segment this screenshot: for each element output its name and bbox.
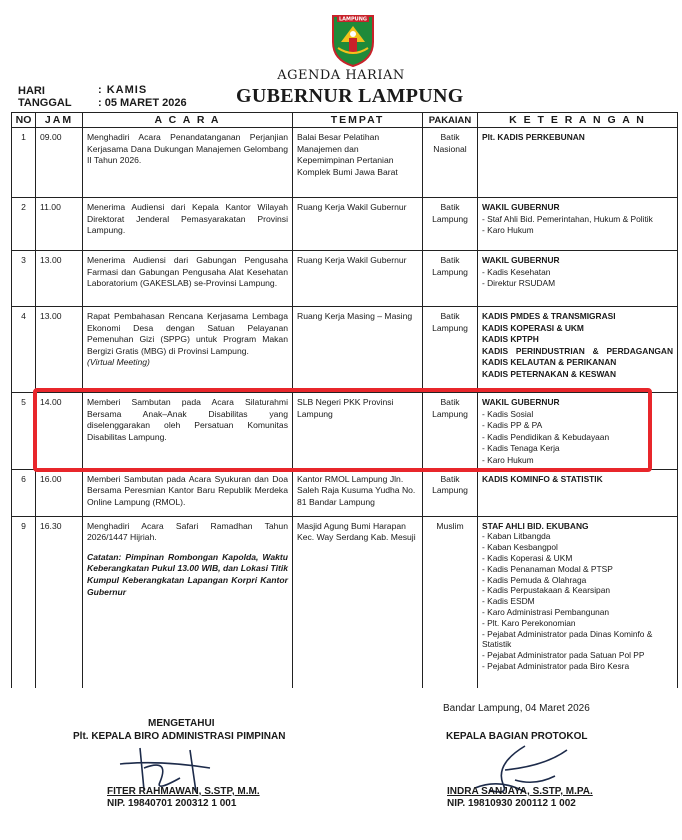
left-signer-title: Plt. KEPALA BIRO ADMINISTRASI PIMPINAN bbox=[73, 731, 286, 742]
row-jam: 11.00 bbox=[36, 198, 83, 251]
row-keterangan bbox=[478, 198, 678, 251]
ket-head: KADIS KPTPH bbox=[482, 334, 539, 345]
table-row bbox=[12, 516, 678, 688]
row-pakaian: Batik Nasional bbox=[423, 128, 478, 198]
row-pakaian: Batik Lampung bbox=[423, 469, 478, 516]
row-jam: 16.00 bbox=[36, 469, 83, 516]
acara-text: Rapat Pembahasan Rencana Kerjasama Lembaga Ekonomi Desa dengan Satuan Pelayanan Pemenuhan Gizi (SPPG) untuk Program Makan Bergizi Gratis (MBG) di Provinsi Lampung. bbox=[87, 311, 288, 356]
ket-head: KADIS KELAUTAN & PERIKANAN bbox=[482, 357, 617, 368]
ket-item: - Kadis Pemuda & Olahraga bbox=[482, 574, 587, 585]
ket-item: - Direktur RSUDAM bbox=[482, 278, 556, 289]
ket-head: Plt. KADIS PERKEBUNAN bbox=[482, 132, 585, 142]
ket-head: WAKIL GUBERNUR bbox=[482, 255, 560, 265]
document-title: GUBERNUR LAMPUNG bbox=[236, 85, 464, 107]
row-jam: 09.00 bbox=[36, 128, 83, 198]
row-no: 6 bbox=[12, 469, 36, 516]
header-pakaian: PAKAIAN bbox=[423, 113, 478, 128]
ket-head: STAF AHLI BID. EKUBANG bbox=[482, 520, 589, 531]
acara-note: (Virtual Meeting) bbox=[87, 357, 150, 368]
ket-head: KADIS PMDES & TRANSMIGRASI bbox=[482, 311, 616, 321]
header-jam: JAM bbox=[36, 113, 83, 128]
ket-item: - Pejabat Administrator pada Dinas Kominfo & Statistik bbox=[482, 628, 653, 650]
row-pakaian: Batik Lampung bbox=[423, 307, 478, 393]
header-tempat: TEMPAT bbox=[293, 113, 423, 128]
row-no: 3 bbox=[12, 251, 36, 307]
row-keterangan bbox=[478, 307, 678, 393]
ket-head: WAKIL GUBERNUR bbox=[482, 202, 560, 212]
ket-item: - Kadis Perpustakaan & Kearsipan bbox=[482, 585, 611, 596]
tempat-text: Kantor RMOL Lampung Jln. Saleh Raja Kusuma Yudha No. 81 Bandar Lampung bbox=[297, 473, 416, 507]
ket-item: - Kaban Litbangda bbox=[482, 531, 551, 542]
highlight-box bbox=[33, 388, 652, 472]
ket-item: - Kadis Kesehatan bbox=[482, 266, 551, 277]
row-pakaian: Batik Lampung bbox=[423, 393, 478, 470]
ket-item: - Karo Hukum bbox=[482, 225, 534, 236]
ket-item: - Kadis Sosial bbox=[482, 408, 534, 419]
acara-text: Menghadiri Acara Safari Ramadhan Tahun 2026/1447 Hijriah. bbox=[87, 520, 288, 543]
table-row bbox=[12, 251, 678, 307]
row-tempat: Ruang Kerja Wakil Gubernur bbox=[293, 251, 423, 307]
right-signer-name: INDRA SANJAYA, S.STP, M.PA. bbox=[447, 786, 593, 797]
ket-head: KADIS KOPERASI & UKM bbox=[482, 322, 584, 333]
row-no: 9 bbox=[12, 516, 36, 688]
header-acara: A C A R A bbox=[83, 113, 293, 128]
row-no: 1 bbox=[12, 128, 36, 198]
row-tempat bbox=[293, 469, 423, 516]
agenda-heading: AGENDA HARIAN bbox=[277, 68, 405, 83]
place-date: Bandar Lampung, 04 Maret 2026 bbox=[443, 703, 590, 714]
svg-text:LAMPUNG: LAMPUNG bbox=[338, 16, 368, 23]
row-no: 4 bbox=[12, 307, 36, 393]
ket-head: KADIS PETERNAKAN & KESWAN bbox=[482, 368, 617, 379]
row-jam: 13.00 bbox=[36, 307, 83, 393]
ket-item: - Kadis Penanaman Modal & PTSP bbox=[482, 563, 613, 574]
tanggal-value: : 05 MARET 2026 bbox=[98, 97, 187, 109]
right-signer-nip: NIP. 19810930 200112 1 002 bbox=[447, 798, 576, 809]
ket-item: - Pejabat Administrator pada Satuan Pol PP bbox=[482, 650, 645, 661]
left-signer-nip: NIP. 19840701 200312 1 001 bbox=[107, 798, 237, 809]
table-row bbox=[12, 198, 678, 251]
table-row bbox=[12, 128, 678, 198]
acara-note: Catatan: Pimpinan Rombongan Kapolda, Waktu Keberangkatan Pukul 13.00 WIB, dan Lokasi Titik Kumpul Keberangkatan Lapangan Korpri Kantor Gubernur bbox=[87, 551, 288, 597]
table-row bbox=[12, 307, 678, 393]
ket-item: - Kaban Kesbangpol bbox=[482, 542, 558, 553]
ket-item: - Karo Hukum bbox=[482, 454, 534, 465]
ket-item: - Kadis ESDM bbox=[482, 596, 535, 607]
row-tempat: Balai Besar Pelatihan Manajemen dan Kepemimpinan Pertanian Komplek Bumi Jawa Barat bbox=[293, 128, 423, 198]
right-signer-title: KEPALA BAGIAN PROTOKOL bbox=[446, 731, 588, 742]
ket-head: WAKIL GUBERNUR bbox=[482, 397, 560, 407]
row-keterangan bbox=[478, 516, 678, 688]
row-tempat: Masjid Agung Bumi Harapan Kec. Way Serdang Kab. Mesuji bbox=[293, 516, 423, 688]
left-signer-name: FITER RAHMAWAN, S.STP, M.M. bbox=[107, 786, 260, 797]
lampung-province-logo bbox=[329, 12, 377, 68]
row-acara: Menghadiri Acara Penandatanganan Perjanjian Kerjasama Dana Dukungan Manajemen Gelombang II Tahun 2026. bbox=[83, 128, 293, 198]
row-no: 2 bbox=[12, 198, 36, 251]
row-pakaian: Muslim bbox=[423, 516, 478, 688]
row-keterangan bbox=[478, 251, 678, 307]
row-tempat: Ruang Kerja Wakil Gubernur bbox=[293, 198, 423, 251]
row-pakaian: Batik Lampung bbox=[423, 198, 478, 251]
row-jam: 16.30 bbox=[36, 516, 83, 688]
row-acara bbox=[83, 516, 293, 688]
ket-head: KADIS KOMINFO & STATISTIK bbox=[482, 473, 603, 484]
ket-item: - Kadis Koperasi & UKM bbox=[482, 552, 573, 563]
row-acara: Menerima Audiensi dari Kepala Kantor Wilayah Direktorat Jenderal Pemasyarakatan Provinsi Lampung. bbox=[83, 198, 293, 251]
row-acara: Memberi Sambutan pada Acara Syukuran dan Doa Bersama Peresmian Kantor Baru Republik Merdeka Online Lampung (RMOL). bbox=[83, 469, 293, 516]
row-keterangan bbox=[478, 128, 678, 198]
table-header-row bbox=[12, 113, 678, 128]
hari-value: : KAMIS bbox=[98, 84, 148, 96]
ket-item: - Plt. Karo Perekonomian bbox=[482, 617, 576, 628]
mengetahui-label: MENGETAHUI bbox=[148, 718, 215, 729]
row-jam: 14.00 bbox=[36, 393, 83, 470]
ket-item: - Kadis Tenaga Kerja bbox=[482, 443, 560, 454]
ket-item: - Staf Ahli Bid. Pemerintahan, Hukum & Politik bbox=[482, 213, 653, 224]
row-acara: Menerima Audiensi dari Gabungan Pengusaha Farmasi dan Gabungan Pengusaha Alat Kesehatan Laboratorium (GAKESLAB) se-Provinsi Lampung. bbox=[83, 251, 293, 307]
row-keterangan bbox=[478, 469, 678, 516]
row-tempat: Ruang Kerja Masing – Masing bbox=[293, 307, 423, 393]
row-pakaian: Batik Lampung bbox=[423, 251, 478, 307]
table-row bbox=[12, 469, 678, 516]
ket-item: - Kadis Pendidikan & Kebudayaan bbox=[482, 431, 610, 442]
tanggal-label: TANGGAL bbox=[18, 97, 72, 109]
row-acara bbox=[83, 307, 293, 393]
ket-head: KADIS PERINDUSTRIAN & PERDAGANGAN bbox=[482, 345, 673, 356]
ket-item: - Karo Administrasi Pembangunan bbox=[482, 606, 610, 617]
header-keterangan: K E T E R A N G A N bbox=[478, 113, 678, 128]
row-acara: Memberi Sambutan pada Acara Silaturahmi Bersama Anak–Anak Disabilitas yang diselenggarakan oleh Persatuan Komunitas Disabilitas Lampung. bbox=[83, 393, 293, 470]
row-no: 5 bbox=[12, 393, 36, 470]
row-jam: 13.00 bbox=[36, 251, 83, 307]
row-tempat: SLB Negeri PKK Provinsi Lampung bbox=[293, 393, 423, 470]
ket-item: - Pejabat Administrator pada Biro Kesra bbox=[482, 660, 630, 671]
header-no: NO bbox=[12, 113, 36, 128]
hari-label: HARI bbox=[18, 85, 45, 97]
ket-item: - Kadis PP & PA bbox=[482, 420, 543, 431]
